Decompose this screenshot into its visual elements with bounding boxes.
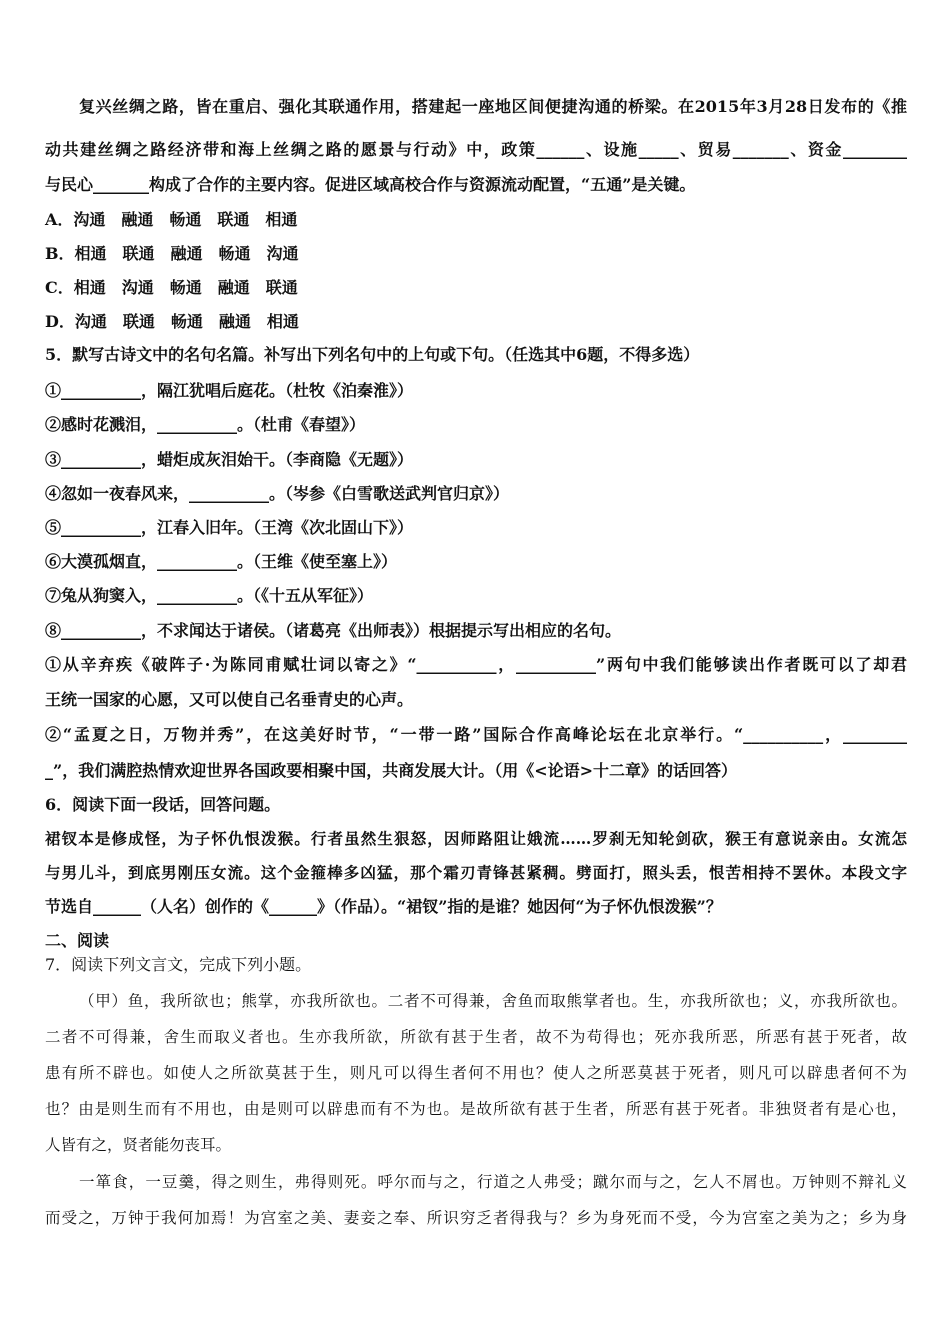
q4-option-a: A．沟通 融通 畅通 联通 相通 <box>45 210 298 229</box>
q6-question: 节选自______（人名）创作的《______》（作品）。“裙钗”指的是谁？她因何“为子怀仇恨泼猴”？ <box>45 897 722 916</box>
q5-item-10: 王统一国家的心愿，又可以使自己名垂青史的心声。 <box>45 690 414 709</box>
q7-passage-line-1: （甲）鱼，我所欲也；熊掌，亦我所欲也。二者不可得兼，舍鱼而取熊掌者也。生，亦我所欲也；义，亦我所欲也。 <box>79 992 907 1010</box>
q5-item-9: ①从辛弃疾《破阵子·为陈同甫赋壮词以寄之》“__________，__________”两句中我们能够读出作者既可以了却君 <box>45 655 907 674</box>
q5-item-6: ⑥大漠孤烟直，__________。（王维《使至塞上》） <box>45 552 398 571</box>
q5-item-2: ②感时花溅泪，__________。（杜甫《春望》） <box>45 415 366 434</box>
q7-title: 7．阅读下列文言文，完成下列小题。 <box>45 955 312 974</box>
q6-title: 6．阅读下面一段话，回答问题。 <box>45 795 281 814</box>
q4-stem-line-1: 复兴丝绸之路，皆在重启、强化其联通作用，搭建起一座地区间便捷沟通的桥梁。在2015年3月28日发布的《推 <box>79 97 907 116</box>
q5-item-4: ④忽如一夜春风来，__________。（岑参《白雪歌送武判官归京》） <box>45 484 510 503</box>
q7-passage-line-2: 二者不可得兼，舍生而取义者也。生亦我所欲，所欲有甚于生者，故不为苟得也；死亦我所恶，所恶有甚于死者，故 <box>45 1028 907 1046</box>
q7-passage-line-7: 而受之，万钟于我何加焉！为宫室之美、妻妾之奉、所识穷乏者得我与？乡为身死而不受，今为宫室之美为之；乡为身 <box>45 1209 907 1227</box>
q7-passage-line-3: 患有所不辟也。如使人之所欲莫甚于生，则凡可以得生者何不用也？使人之所恶莫甚于死者，则凡可以辟患者何不为 <box>45 1064 907 1082</box>
q5-item-3: ③__________，蜡炬成灰泪始干。（李商隐《无题》） <box>45 450 414 469</box>
q5-item-1: ①__________，隔江犹唱后庭花。（杜牧《泊秦淮》） <box>45 381 414 400</box>
q5-item-7: ⑦兔从狗窦入，__________。（《十五从军征》） <box>45 586 374 605</box>
q5-item-11: ②“孟夏之日，万物并秀”，在这美好时节，“一带一路”国际合作高峰论坛在北京举行。“__________，________ <box>45 725 907 744</box>
section2-title: 二、阅读 <box>45 931 110 950</box>
q7-passage-line-6: 一箪食，一豆羹，得之则生，弗得则死。呼尔而与之，行道之人弗受；蹴尔而与之，乞人不屑也。万钟则不辩礼义 <box>79 1173 907 1191</box>
q5-item-12: _”，我们满腔热情欢迎世界各国政要相聚中国，共商发展大计。（用《<论语>十二章》的话回答） <box>45 761 738 780</box>
q7-passage-line-4: 也？由是则生而有不用也，由是则可以辟患而有不为也。是故所欲有甚于生者，所恶有甚于死者。非独贤者有是心也， <box>45 1100 907 1118</box>
q4-stem-line-3: 与民心_______构成了合作的主要内容。促进区域高校合作与资源流动配置，“五通”是关键。 <box>45 175 696 194</box>
q4-option-c: C．相通 沟通 畅通 融通 联通 <box>45 278 298 297</box>
q4-stem-line-2: 动共建丝绸之路经济带和海上丝绸之路的愿景与行动》中，政策______、设施_____、贸易_______、资金________ <box>45 140 907 159</box>
q7-passage-line-5: 人皆有之，贤者能勿丧耳。 <box>45 1136 232 1154</box>
q6-passage-line-1: 裙钗本是修成怪，为子怀仇恨泼猴。行者虽然生狠怒，因师路阻让娥流……罗刹无知轮剑砍，猴王有意说亲由。女流怎 <box>45 829 907 848</box>
q4-option-b: B．相通 联通 融通 畅通 沟通 <box>45 244 299 263</box>
q5-title: 5．默写古诗文中的名句名篇。补写出下列名句中的上句或下句。（任选其中6题，不得多选） <box>45 345 700 364</box>
q4-option-d: D．沟通 联通 畅通 融通 相通 <box>45 312 299 331</box>
q5-item-5: ⑤__________，江春入旧年。（王湾《次北固山下》） <box>45 518 414 537</box>
q5-item-8: ⑧__________，不求闻达于诸侯。（诸葛亮《出师表》）根据提示写出相应的名句。 <box>45 621 622 640</box>
q6-passage-line-2: 与男儿斗，到底男刚压女流。这个金箍棒多凶猛，那个霜刃青锋甚紧稠。劈面打，照头丢，恨苦相持不罢休。本段文字 <box>45 863 907 882</box>
